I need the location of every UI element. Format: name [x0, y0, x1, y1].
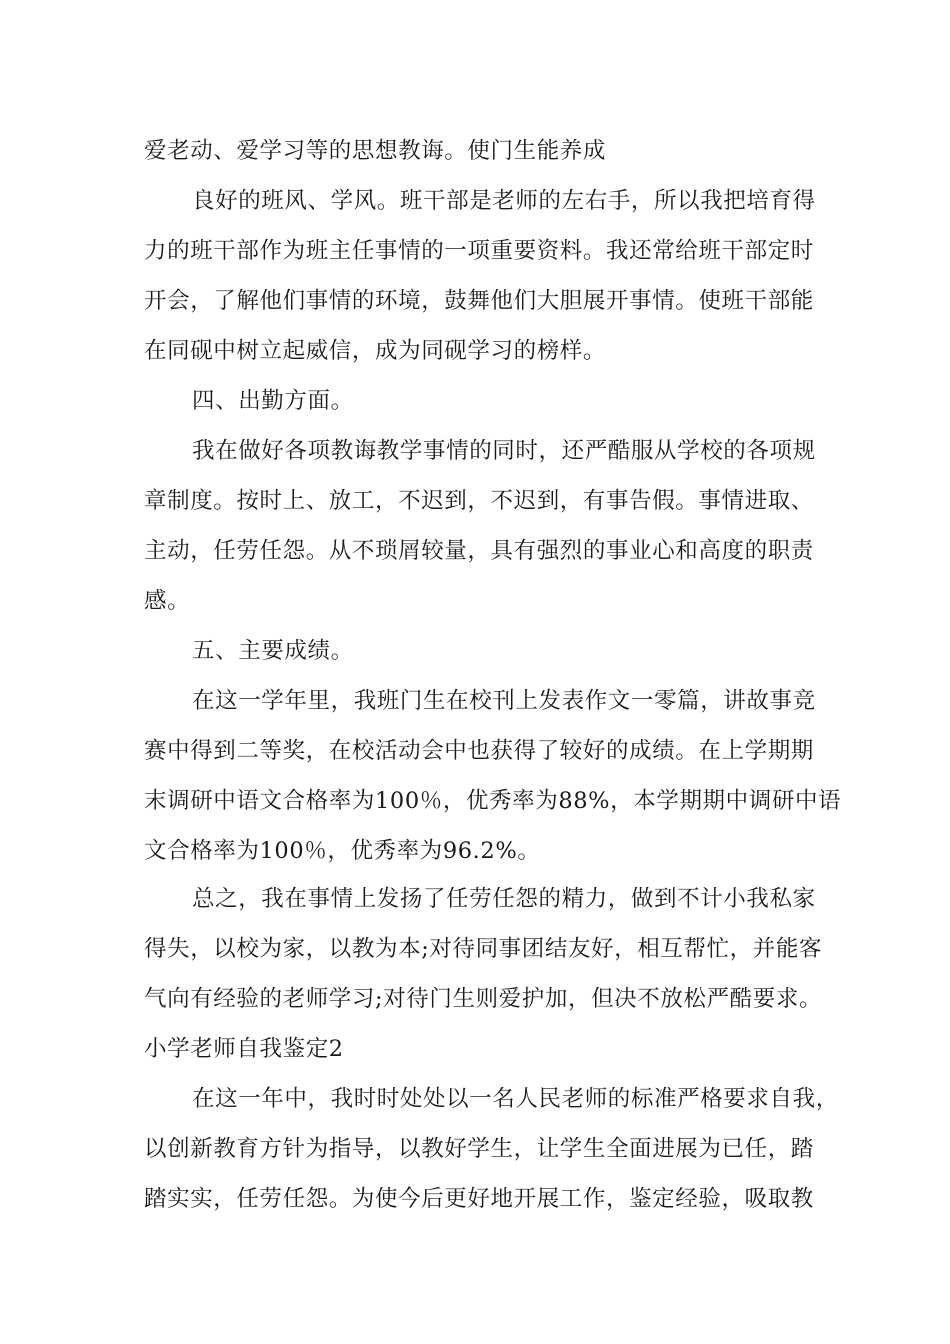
text-line-13: 赛中得到二等奖，在校活动会中也获得了较好的成绩。在上学期期: [144, 738, 814, 764]
text-line-3: 力的班干部作为班主任事情的一项重要资料。我还常给班干部定时: [144, 238, 814, 264]
text-line-17: 得失，以校为家，以教为本;对待同事团结友好，相互帮忙，并能客: [144, 936, 823, 962]
section-heading-attendance: 四、出勤方面。: [192, 388, 354, 414]
text-line-2: 良好的班风、学风。班干部是老师的左右手，所以我把培育得: [192, 188, 816, 214]
text-line-12: 在这一学年里，我班门生在校刊上发表作文一零篇，讲故事竞: [192, 688, 816, 714]
text-line-1: 爱老动、爱学习等的思想教诲。使门生能养成: [144, 138, 607, 164]
text-line-22: 踏实实，任劳任怨。为使今后更好地开展工作，鉴定经验，吸取教: [144, 1186, 814, 1212]
text-line-15: 文合格率为100％，优秀率为96.2%。: [144, 838, 541, 864]
text-line-16: 总之，我在事情上发扬了任劳任怨的精力，做到不计小我私家: [192, 886, 816, 912]
section-heading-achievements: 五、主要成绩。: [192, 638, 354, 664]
text-line-4: 开会，了解他们事情的环境，鼓舞他们大胆展开事情。使班干部能: [144, 288, 814, 314]
text-line-18: 气向有经验的老师学习;对待门生则爱护加，但决不放松严酷要求。: [144, 986, 823, 1012]
text-line-21: 以创新教育方针为指导，以教好学生，让学生全面进展为已任，踏: [144, 1136, 814, 1162]
text-line-7: 我在做好各项教诲教学事情的同时，还严酷服从学校的各项规: [192, 438, 816, 464]
text-line-20: 在这一年中，我时时处处以一名人民老师的标准严格要求自我，: [192, 1086, 839, 1112]
text-line-14: 末调研中语文合格率为100％，优秀率为88%，本学期期中调研中语: [144, 788, 842, 814]
text-line-8: 章制度。按时上、放工，不迟到，不迟到，有事告假。事情进取、: [144, 488, 814, 514]
text-line-10: 感。: [144, 588, 191, 614]
text-line-9: 主动，任劳任怨。从不琐屑较量，具有强烈的事业心和高度的职责: [144, 538, 814, 564]
document-subtitle: 小学老师自我鉴定2: [144, 1036, 344, 1062]
text-line-5: 在同砚中树立起威信，成为同砚学习的榜样。: [144, 338, 607, 364]
